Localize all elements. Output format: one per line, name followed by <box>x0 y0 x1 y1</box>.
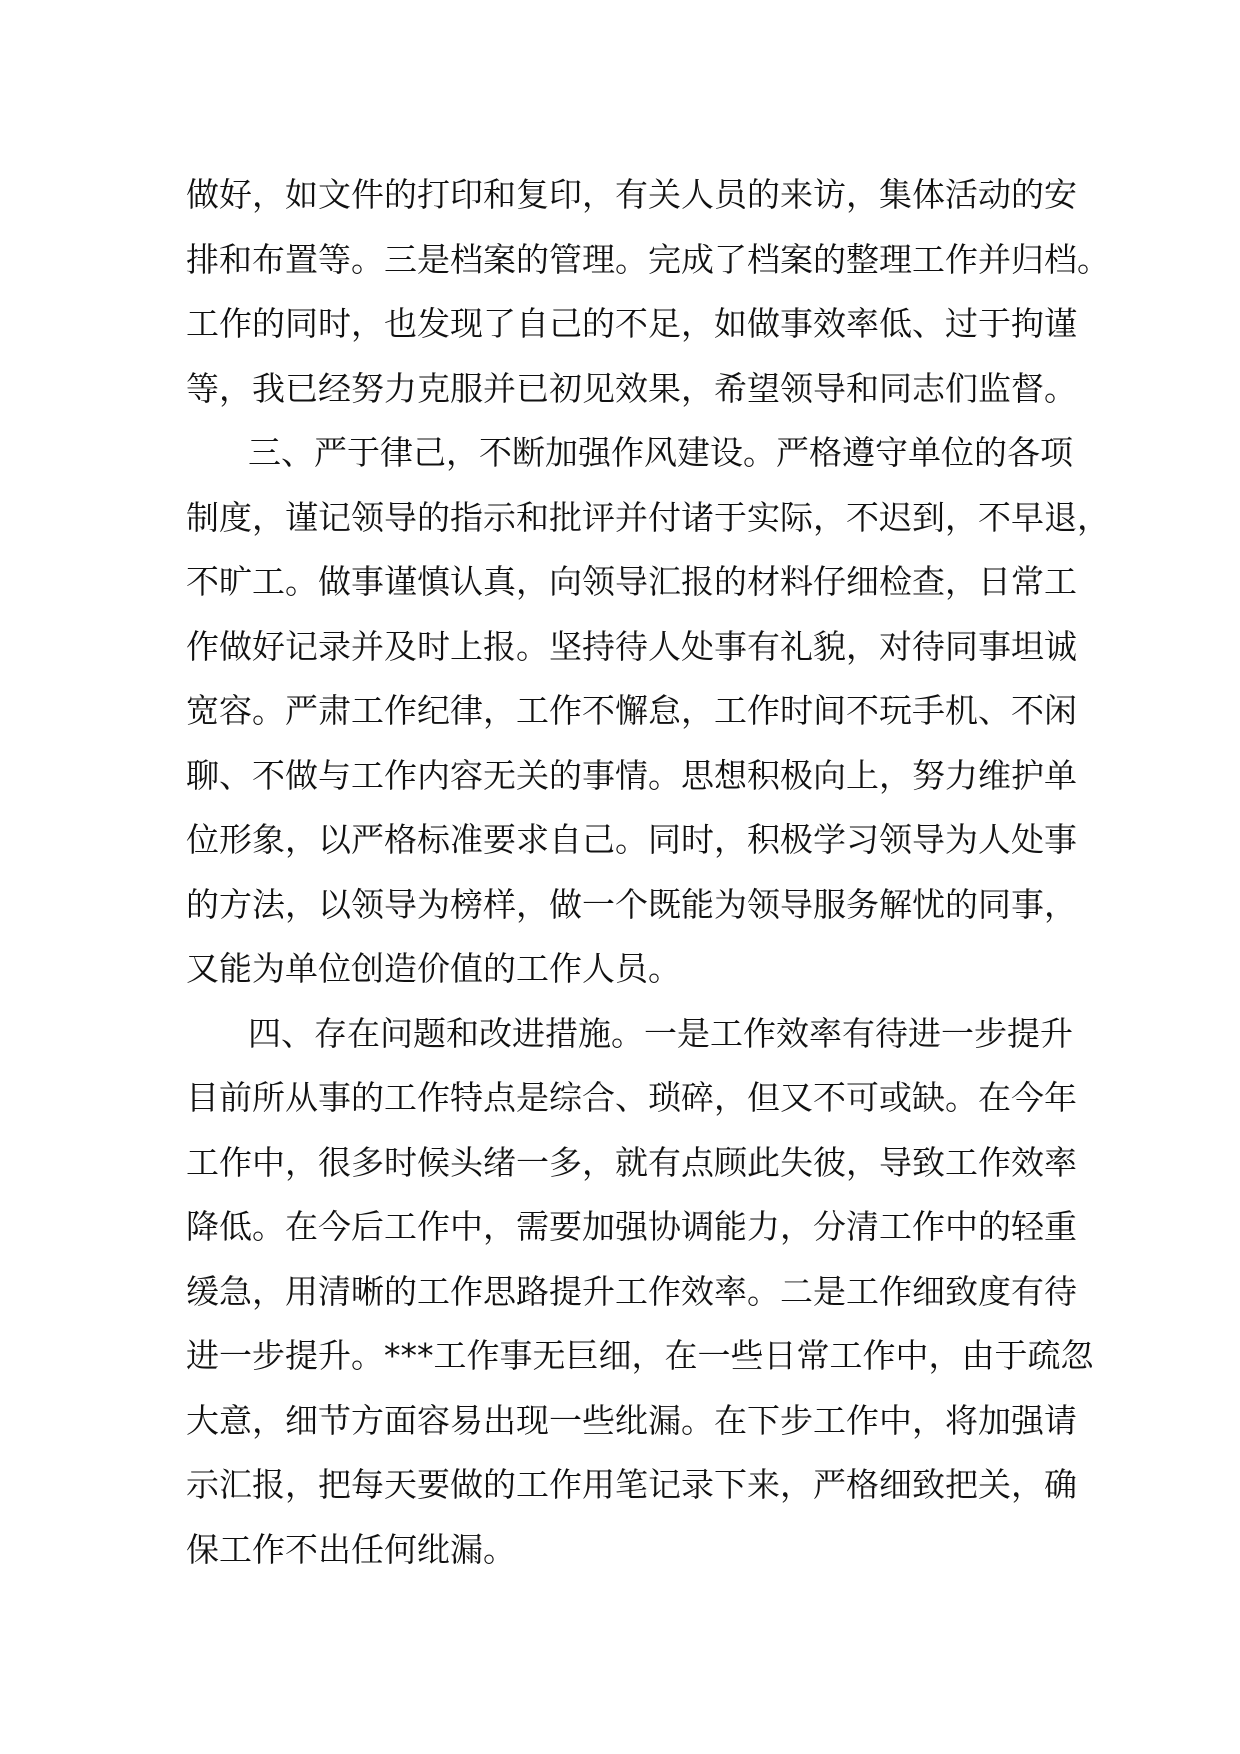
text-line: 示汇报，把每天要做的工作用笔记录下来，严格细致把关，确 <box>186 1465 1077 1504</box>
text-line: 的方法，以领导为榜样，做一个既能为领导服务解忧的同事， <box>186 884 1077 924</box>
text-line: 又能为单位创造价值的工作人员。 <box>186 949 681 988</box>
text-line: 工作中，很多时候头绪一多，就有点顾此失彼，导致工作效率 <box>186 1142 1077 1182</box>
text-line: 工作的同时，也发现了自己的不足，如做事效率低、过于拘谨 <box>186 304 1077 343</box>
text-line: 制度，谨记领导的指示和批评并付诸于实际，不迟到，不早退， <box>186 497 1110 537</box>
text-line: 聊、不做与工作内容无关的事情。思想积极向上，努力维护单 <box>186 755 1077 795</box>
text-line: 不旷工。做事谨慎认真，向领导汇报的材料仔细检查，日常工 <box>186 562 1077 601</box>
text-line: 缓急，用清晰的工作思路提升工作效率。二是工作细致度有待 <box>186 1271 1077 1311</box>
text-line: 位形象，以严格标准要求自己。同时，积极学习领导为人处事 <box>186 820 1077 859</box>
text-line: 作做好记录并及时上报。坚持待人处事有礼貌，对待同事坦诚 <box>186 626 1077 666</box>
text-line: 大意，细节方面容易出现一些纰漏。在下步工作中，将加强请 <box>186 1400 1077 1440</box>
text-line: 宽容。严肃工作纪律，工作不懈怠，工作时间不玩手机、不闲 <box>186 691 1077 730</box>
paragraph-heading-line: 四、存在问题和改进措施。一是工作效率有待进一步提升 <box>248 1013 1073 1053</box>
text-line: 目前所从事的工作特点是综合、琐碎，但又不可或缺。在今年 <box>186 1078 1077 1117</box>
text-line: 保工作不出任何纰漏。 <box>186 1529 516 1569</box>
document-body <box>186 163 1110 1582</box>
text-line: 等，我已经努力克服并已初见效果，希望领导和同志们监督。 <box>186 368 1077 408</box>
text-line: 进一步提升。***工作事无巨细，在一些日常工作中，由于疏忽 <box>186 1336 1094 1375</box>
text-line: 排和布置等。三是档案的管理。完成了档案的整理工作并归档。 <box>186 239 1110 279</box>
text-line: 做好，如文件的打印和复印，有关人员的来访，集体活动的安 <box>186 175 1077 214</box>
paragraph-heading-line: 三、严于律己，不断加强作风建设。严格遵守单位的各项 <box>248 433 1073 472</box>
text-line: 降低。在今后工作中，需要加强协调能力，分清工作中的轻重 <box>186 1207 1077 1246</box>
